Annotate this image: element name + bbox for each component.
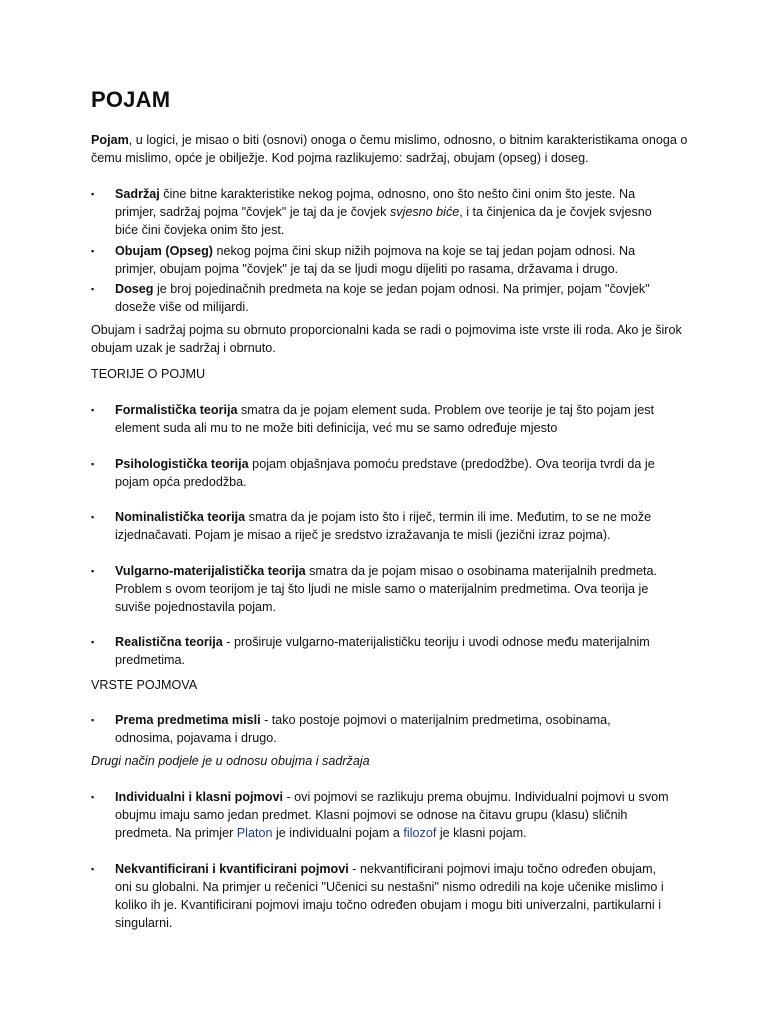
- page-title: POJAM: [91, 87, 171, 112]
- filozof-link[interactable]: filozof: [403, 826, 437, 840]
- intro-paragraph: Pojam, u logici, je misao o biti (osnovi) onoga o čemu mislimo, odnosno, o bitnim karakteristikama onoga o čemu mislimo, opće je obilježje. Kod pojma razlikujemo: sadržaj, obujam (opseg) i doseg.: [91, 133, 688, 165]
- bullet-icon: ▪: [91, 405, 95, 415]
- bullet-icon: ▪: [91, 864, 95, 874]
- section-heading-vrste: VRSTE POJMOVA: [91, 678, 198, 692]
- bullet-icon: ▪: [91, 792, 95, 802]
- bullet-icon: ▪: [91, 189, 95, 199]
- list-item-theory: ▪ Realistična teorija - proširuje vulgarno-materijalističku teoriju i uvodi odnose među materijalnim predmetima.: [91, 635, 650, 667]
- list-item-nekvantificirani: ▪ Nekvantificirani i kvantificirani pojmovi - nekvantificirani pojmovi imaju točno određen obujam, oni su globalni. Na primjer u rečenici "Učenici su nestašni" nismo odredili na koje učenike mislimo i koliko ih je. Kvantificirani pojmovi imaju točno određen obujam i mogu biti univerzalni, partikularni i singularni.: [91, 862, 664, 930]
- bullet-icon: ▪: [91, 459, 95, 469]
- bullet-icon: ▪: [91, 637, 95, 647]
- bullet-icon: ▪: [91, 512, 95, 522]
- bullet-icon: ▪: [91, 715, 95, 725]
- list-item-theory: ▪ Formalistička teorija smatra da je pojam element suda. Problem ove teorije je taj što pojam jest element suda ali mu to ne može biti definicija, već mu se samo određuje mjesto: [91, 403, 654, 435]
- list-item-vrsta: ▪ Prema predmetima misli - tako postoje pojmovi o materijalnim predmetima, osobinama, odnosima, pojavama i drugo.: [91, 713, 611, 745]
- list-item-individualni: ▪ Individualni i klasni pojmovi - ovi pojmovi se razlikuju prema obujmu. Individualni pojmovi u svom obujmu imaju samo jedan predmet. Klasni pojmovi se odnose na čitavu grupu (klasu) sličnih predmeta. Na primjer Platon je individualni pojam a filozof je klasni pojam.: [91, 790, 669, 840]
- bullet-icon: ▪: [91, 566, 95, 576]
- section-heading-teorije: TEORIJE O POJMU: [91, 367, 206, 381]
- list-item-obujam: ▪ Obujam (Opseg) nekog pojma čini skup nižih pojmova na koje se taj jedan pojam odnosi. Na primjer, obujam pojma "čovjek" je taj da se ljudi mogu dijeliti po rasama, državama i drugo.: [91, 244, 636, 276]
- italic-note: Drugi način podjele je u odnosu obujma i sadržaja: [91, 754, 370, 768]
- intro-term: Pojam: [91, 133, 129, 147]
- bullet-icon: ▪: [91, 246, 95, 256]
- list-item-doseg: ▪ Doseg je broj pojedinačnih predmeta na koje se jedan pojam odnosi. Na primjer, pojam "čovjek" doseže više od milijardi.: [91, 282, 650, 314]
- logic-word: logici: [146, 133, 176, 147]
- obujam-paragraph: Obujam i sadržaj pojma su obrnuto proporcionalni kada se radi o pojmovima iste vrste ili roda. Ako je širok obujam uzak je sadržaj i obrnuto.: [91, 323, 682, 355]
- list-item-theory: ▪ Psihologistička teorija pojam objašnjava pomoću predstave (predodžbe). Ova teorija tvrdi da je pojam opća predodžba.: [91, 457, 655, 489]
- list-item-sadrzaj: ▪ Sadržaj čine bitne karakteristike nekog pojma, odnosno, ono što nešto čini onim što jeste. Na primjer, sadržaj pojma "čovjek" je taj da je čovjek svjesno biće, i ta činjenica da je čovjek svjesno biće čini čovjeka onim što jest.: [91, 187, 652, 237]
- list-item-theory: ▪ Vulgarno-materijalistička teorija smatra da je pojam misao o osobinama materijalnih predmeta. Problem s ovom teorijom je taj što ljudi ne misle samo o materijalnim predmetima. Ova teorija je suviše pojednostavila pojam.: [91, 564, 658, 614]
- list-item-theory: ▪ Nominalistička teorija smatra da je pojam isto što i riječ, termin ili ime. Međutim, to se ne može izjednačavati. Pojam je misao a riječ je sredstvo izražavanja te misli (jezični izraz pojma).: [91, 510, 652, 542]
- platon-link[interactable]: Platon: [236, 826, 273, 840]
- bullet-icon: ▪: [91, 284, 95, 294]
